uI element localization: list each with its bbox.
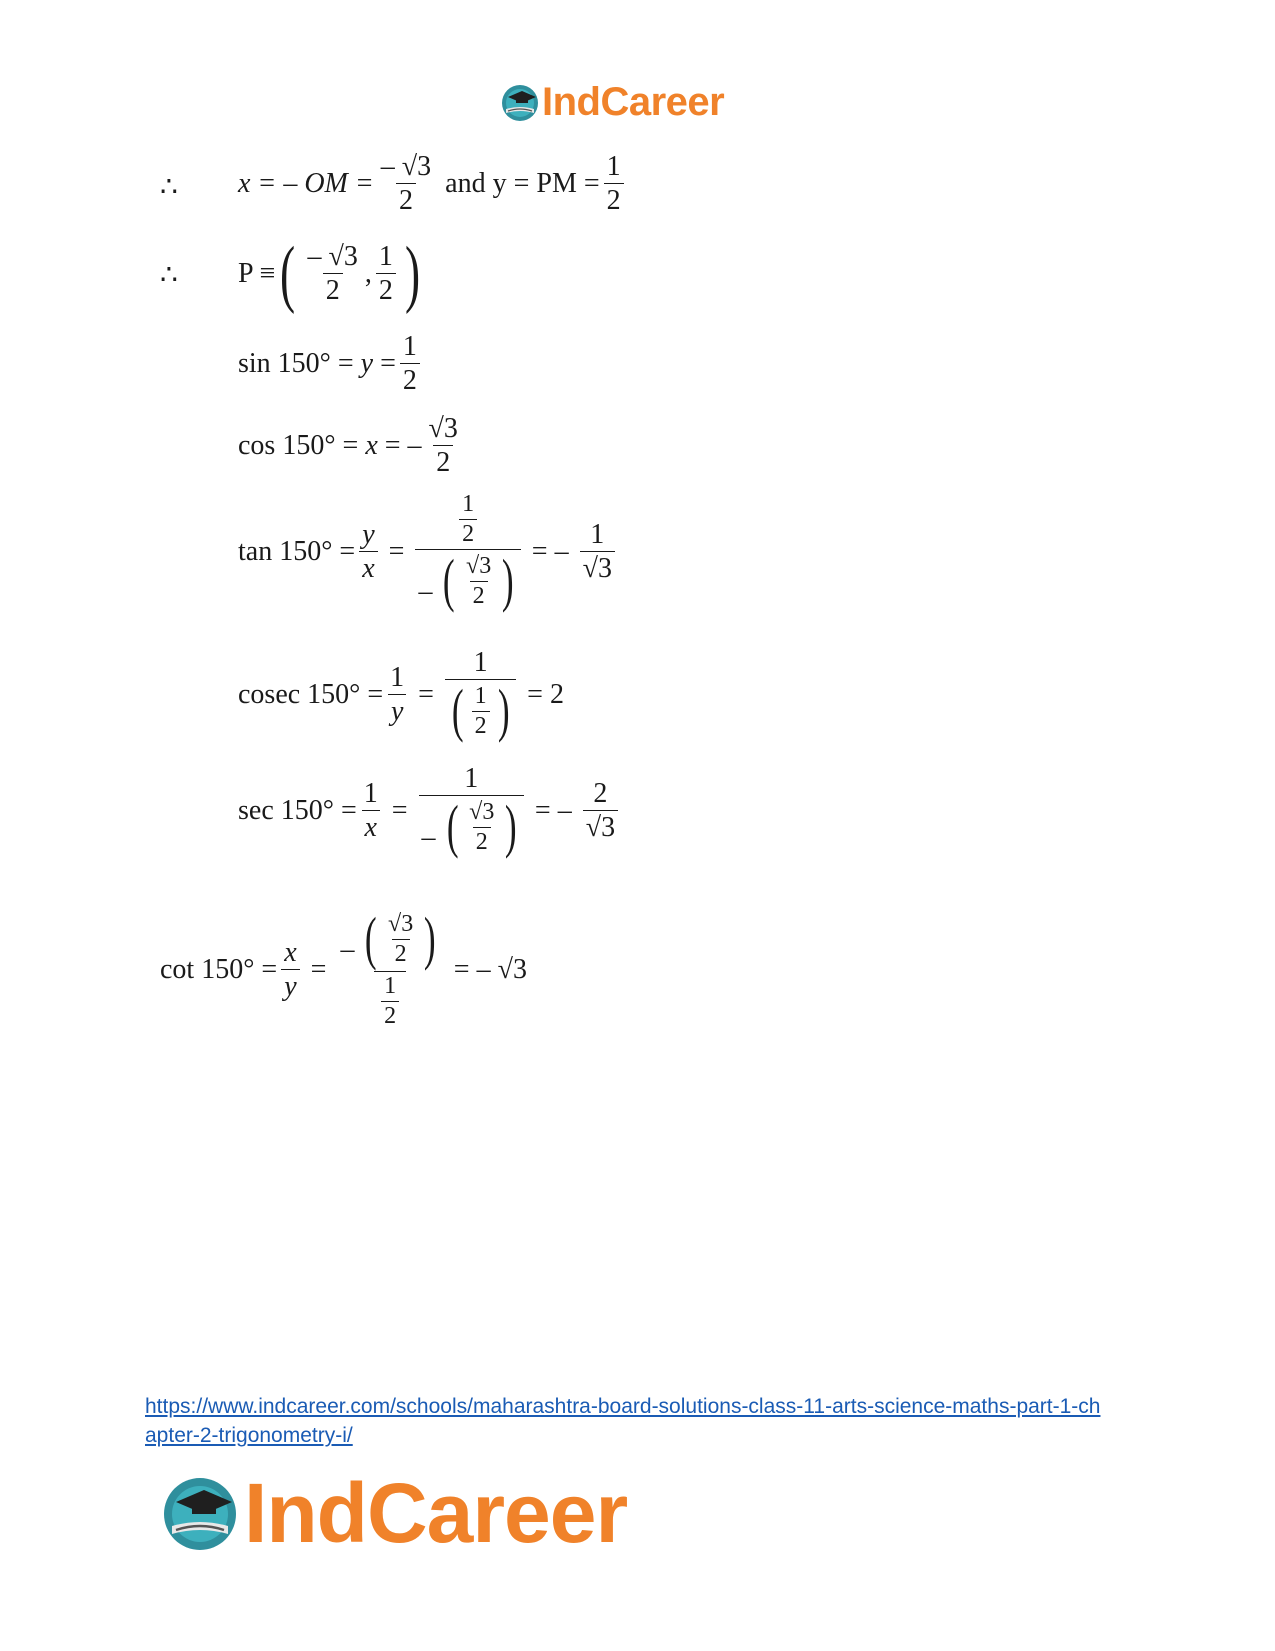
indcareer-logo-header <box>500 80 724 125</box>
indcareer-logo-footer <box>160 1465 627 1562</box>
equation-sin: sin 150° = y = $\frac{1}{2}$ <box>238 332 424 396</box>
therefore-symbol: ∴ <box>160 260 178 291</box>
source-link[interactable]: https://www.indcareer.com/schools/maharashtra-board-solutions-class-11-arts-science-maths-part-1-chapter-2-trigonometry-i/ <box>145 1395 1101 1448</box>
graduation-book-icon <box>500 83 540 123</box>
equation-cos: cos 150° = x = – $\frac{√3}{2}$ <box>238 413 458 479</box>
fraction: $\frac{- √3}{2}$ <box>380 151 432 217</box>
graduation-book-icon <box>160 1474 240 1554</box>
therefore-symbol: ∴ <box>160 172 178 203</box>
logo-wordmark: IndCareer <box>244 1466 628 1560</box>
equation-tan: tan 150° = $\frac{y}{x}$ = $\frac{1}{2}$ – ( $\frac{√3}{2}$ ) = – $\frac{1}{√3}$ <box>238 492 619 611</box>
logo-wordmark: IndCareer <box>542 80 725 124</box>
equation-coordinates: x = – OM = $\frac{- √3}{2}$ and y = PM = $\frac{1}{2}$ <box>238 152 628 216</box>
equation-cot: cot 150° = $\frac{x}{y}$ = – ( $\frac{√3}{2}$ ) $\frac{1}{2}$ = – √3 <box>160 906 527 1029</box>
equation-sec: sec 150° = $\frac{1}{x}$ = 1 – ( $\frac{√3}{2}$ ) = – $\frac{2}{√3}$ <box>238 764 622 857</box>
equation-cosec: cosec 150° = $\frac{1}{y}$ = 1 ( $\frac{1}{2}$ ) = 2 <box>238 647 564 744</box>
fraction: $\frac{1}{2}$ <box>604 152 624 216</box>
equation-point-p: P ≡ ( $\frac{- √3}{2}$ , $\frac{1}{2}$ ) <box>238 232 421 315</box>
